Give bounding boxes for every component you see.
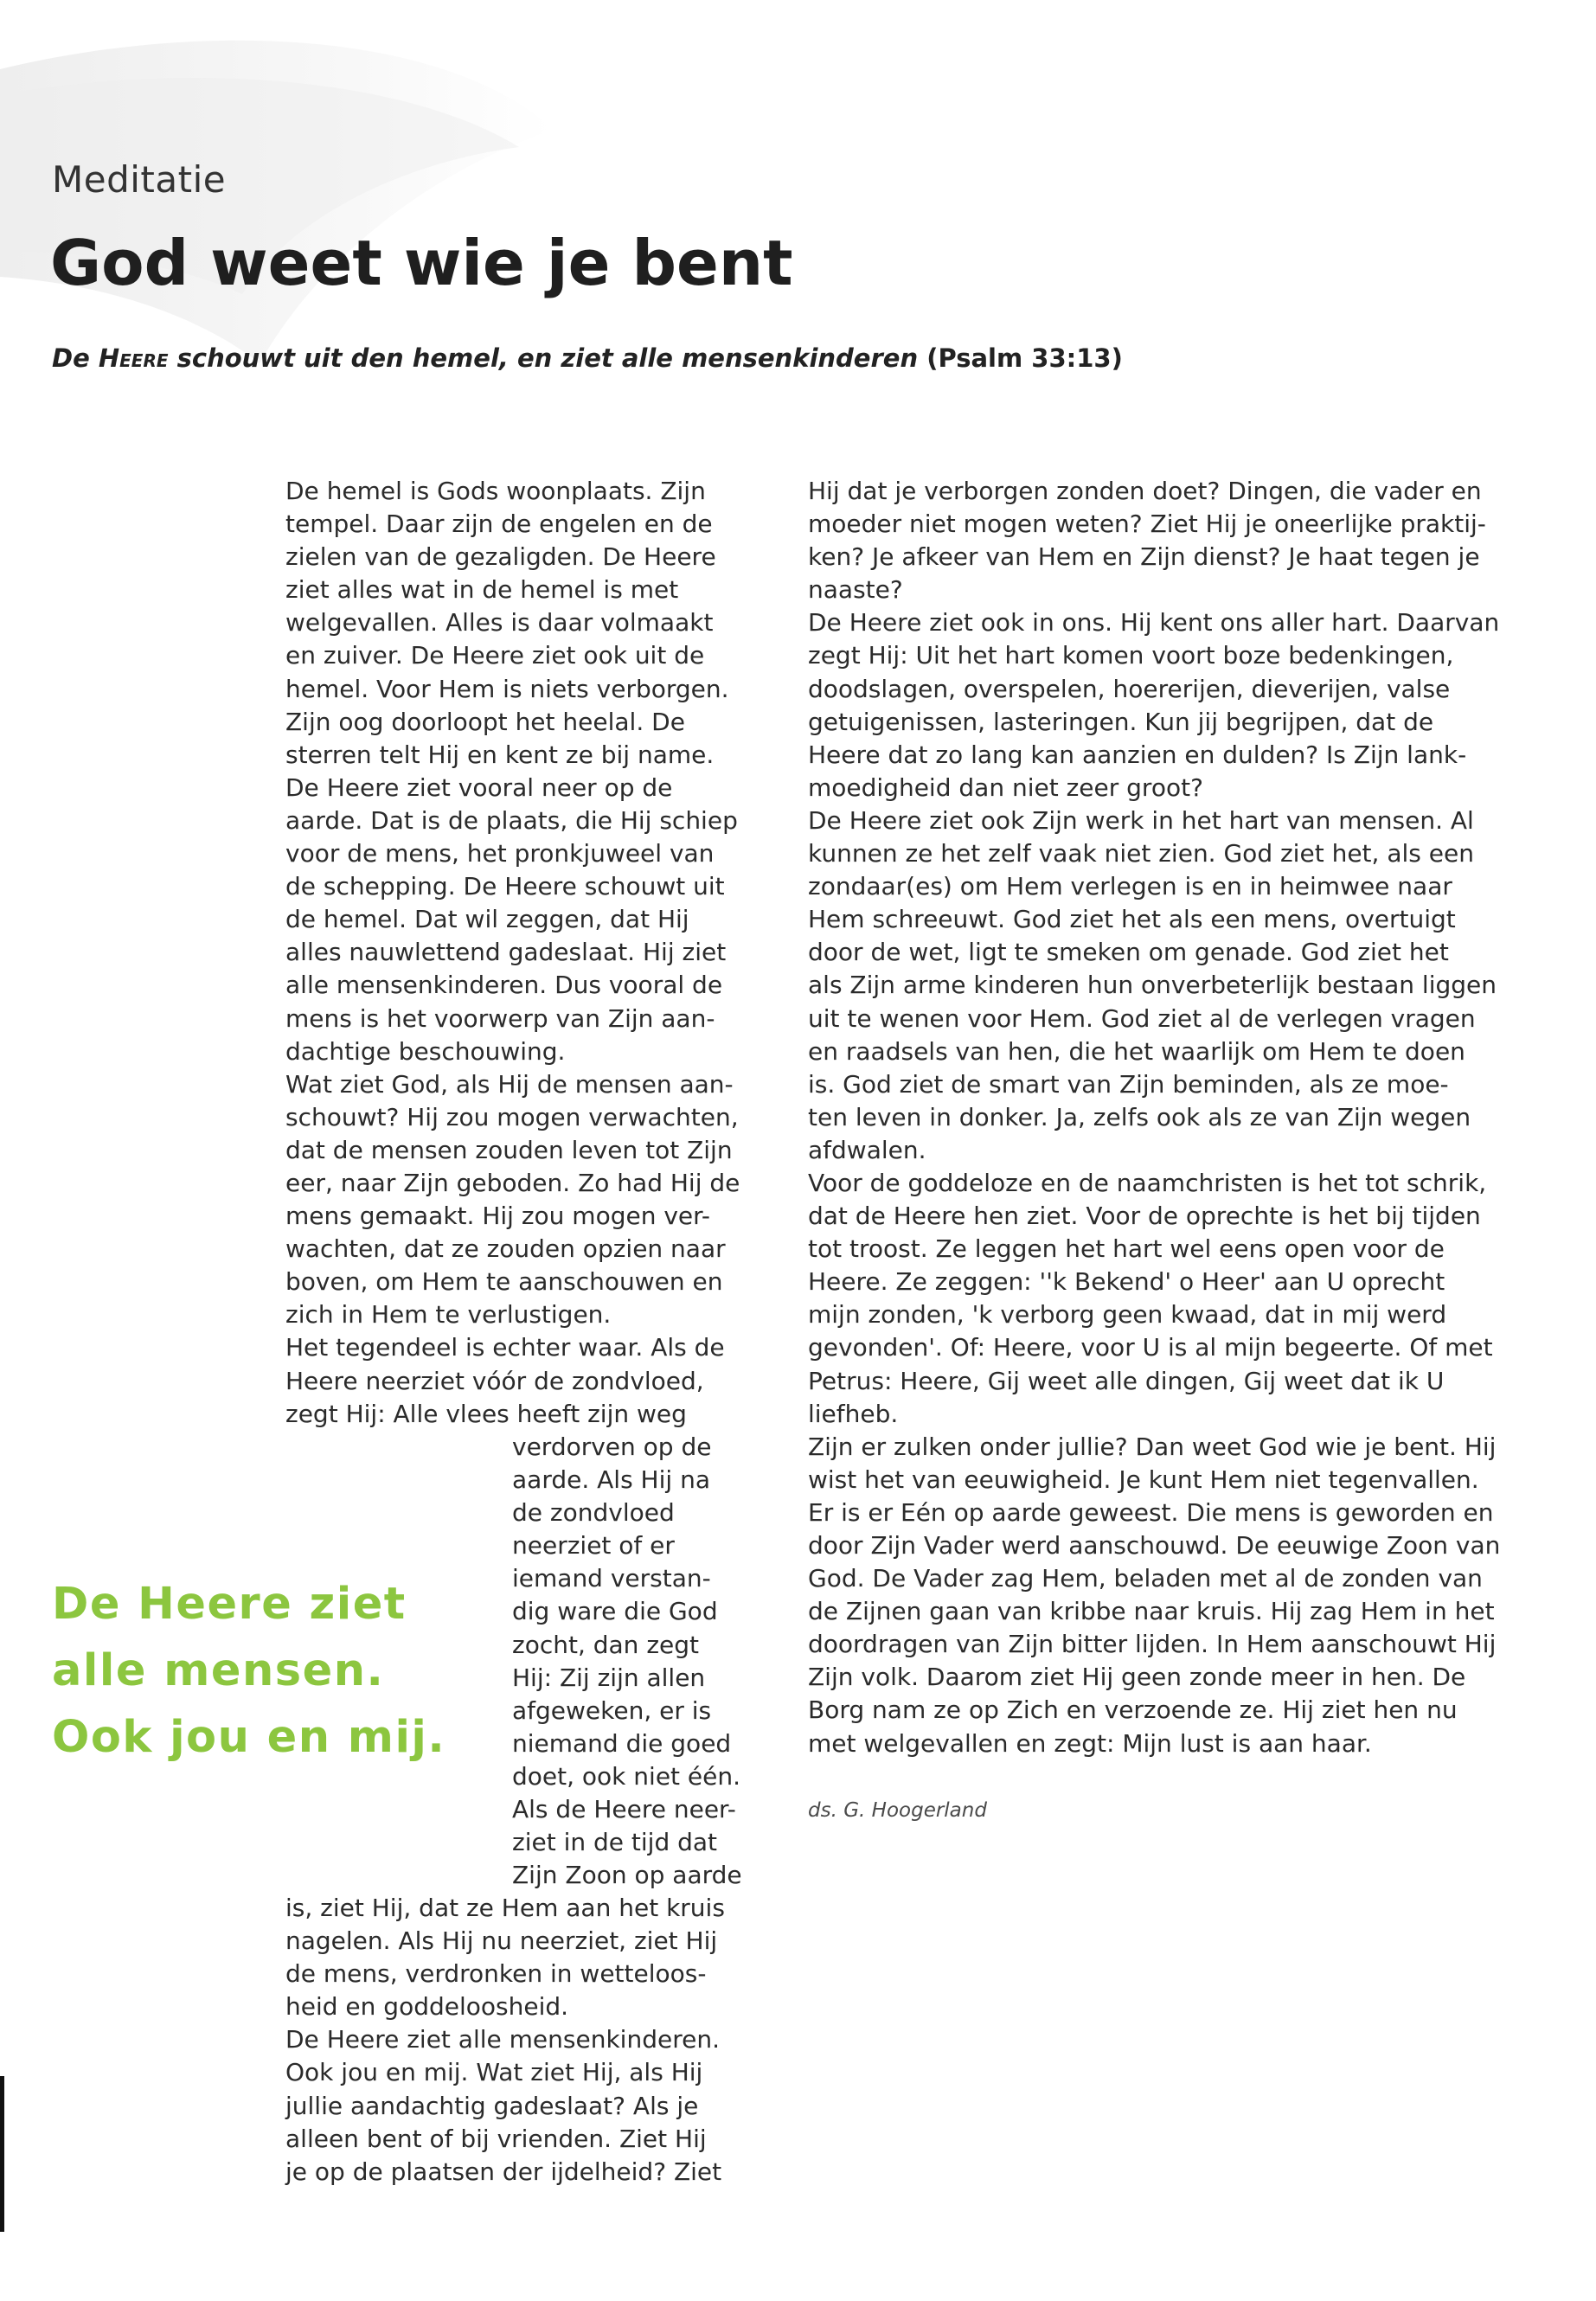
body-line: moeder niet mogen weten? Ziet Hij je oneerlijke praktij-: [808, 510, 1486, 539]
body-line: hemel. Voor Hem is niets verborgen.: [285, 674, 729, 703]
body-line: Zijn volk. Daarom ziet Hij geen zonde meer in hen. De: [808, 1663, 1466, 1692]
body-line: jullie aandachtig gadeslaat? Als je: [285, 2091, 699, 2120]
body-line: dachtige beschouwing.: [285, 1036, 566, 1066]
body-line: De Heere ziet ook in ons. Hij kent ons aller hart. Daarvan: [808, 608, 1500, 638]
scripture-text-part3: schouwt uit den hemel, en ziet alle mensenkinderen: [168, 343, 919, 373]
body-line: zielen van de gezaligden. De Heere: [285, 542, 716, 572]
scripture-quote: [52, 343, 1123, 373]
body-line: zich in Hem te verlustigen.: [285, 1300, 612, 1330]
body-line: Zijn er zulken onder jullie? Dan weet God wie je bent. Hij: [808, 1432, 1497, 1461]
body-line: zegt Hij: Uit het hart komen voort boze bedenkingen,: [808, 641, 1454, 670]
scripture-text-heere: Heere: [98, 343, 169, 373]
body-line: en raadsels van hen, die het waarlijk om Hem te doen: [808, 1036, 1465, 1066]
body-line: Ook jou en mij. Wat ziet Hij, als Hij: [285, 2058, 703, 2087]
body-line: kunnen ze het zelf vaak niet zien. God ziet het, als een: [808, 839, 1474, 868]
body-column-left-top: [285, 475, 740, 1431]
body-line: doodslagen, overspelen, hoererijen, dieverijen, valse: [808, 674, 1451, 703]
body-line: de zondvloed: [512, 1498, 675, 1528]
body-line: de hemel. Dat wil zeggen, dat Hij: [285, 905, 689, 934]
body-column-left-narrow: [512, 1431, 742, 1892]
body-line: de Zijnen gaan van kribbe naar kruis. Hij zag Hem in het: [808, 1597, 1495, 1626]
body-line: De hemel is Gods woonplaats. Zijn: [285, 477, 706, 505]
body-line: Wat ziet God, als Hij de mensen aan-: [285, 1069, 734, 1099]
body-line: Zijn Zoon op aarde: [512, 1861, 742, 1890]
pull-quote-line: De Heere ziet: [52, 1579, 407, 1630]
body-line: welgevallen. Alles is daar volmaakt: [285, 608, 714, 638]
section-label: Meditatie: [52, 158, 227, 201]
body-line: moedigheid dan niet zeer groot?: [808, 772, 1203, 802]
body-line: als Zijn arme kinderen hun onverbeterlijk bestaan liggen: [808, 971, 1497, 1000]
body-line: dig ware die God: [512, 1597, 718, 1626]
body-line: wist het van eeuwigheid. Je kunt Hem niet tegenvallen.: [808, 1465, 1479, 1494]
body-line: aarde. Dat is de plaats, die Hij schiep: [285, 805, 738, 835]
body-line: Zijn oog doorloopt het heelal. De: [285, 707, 685, 736]
body-line: en zuiver. De Heere ziet ook uit de: [285, 641, 705, 670]
body-line: wachten, dat ze zouden opzien naar: [285, 1234, 726, 1264]
body-line: sterren telt Hij en kent ze bij name.: [285, 740, 715, 769]
body-line: Petrus: Heere, Gij weet alle dingen, Gij weet dat ik U: [808, 1366, 1445, 1395]
body-line: getuigenissen, lasteringen. Kun jij begrijpen, dat de: [808, 707, 1434, 736]
body-line: De Heere ziet alle mensenkinderen.: [285, 2025, 720, 2054]
body-line: Er is er Eén op aarde geweest. Die mens is geworden en: [808, 1497, 1494, 1527]
body-line: Heere dat zo lang kan aanzien en dulden? Is Zijn lank-: [808, 740, 1467, 769]
body-line: afgeweken, er is: [512, 1695, 712, 1725]
body-line: zocht, dan zegt: [512, 1630, 700, 1659]
body-line: iemand verstan-: [512, 1564, 711, 1593]
body-line: Hij: Zij zijn allen: [512, 1663, 706, 1692]
body-line: Hem schreeuwt. God ziet het als een mens, overtuigt: [808, 905, 1456, 934]
body-line: de schepping. De Heere schouwt uit: [285, 872, 725, 901]
body-line: Het tegendeel is echter waar. Als de: [285, 1333, 725, 1362]
scripture-text-part1: De: [52, 343, 99, 373]
body-line: ten leven in donker. Ja, zelfs ook als ze van Zijn wegen: [808, 1102, 1471, 1131]
body-line: nagelen. Als Hij nu neerziet, ziet Hij: [285, 1926, 718, 1956]
body-line: mijn zonden, 'k verborg geen kwaad, dat in mij werd: [808, 1300, 1447, 1330]
body-line: neerziet of er: [512, 1531, 675, 1561]
body-line: schouwt? Hij zou mogen verwachten,: [285, 1102, 739, 1131]
body-line: boven, om Hem te aanschouwen en: [285, 1267, 723, 1297]
body-line: Als de Heere neer-: [512, 1795, 736, 1824]
body-line: afdwalen.: [808, 1135, 926, 1164]
body-line: liefheb.: [808, 1399, 899, 1428]
body-line: doet, ook niet één.: [512, 1761, 741, 1791]
body-line: met welgevallen en zegt: Mijn lust is aan haar.: [808, 1728, 1372, 1758]
body-line: door de wet, ligt te smeken om genade. God ziet het: [808, 938, 1449, 967]
body-line: niemand die goed: [512, 1728, 732, 1758]
body-line: is. God ziet de smart van Zijn beminden, als ze moe-: [808, 1069, 1449, 1099]
body-line: God. De Vader zag Hem, beladen met al de zonden van: [808, 1564, 1483, 1593]
body-line: mens is het voorwerp van Zijn aan-: [285, 1003, 715, 1033]
body-line: Heere neerziet vóór de zondvloed,: [285, 1366, 704, 1395]
body-line: ken? Je afkeer van Hem en Zijn dienst? Je haat tegen je: [808, 542, 1480, 572]
body-line: aarde. Als Hij na: [512, 1465, 710, 1495]
body-line: Voor de goddeloze en de naamchristen is het tot schrik,: [808, 1168, 1487, 1197]
pull-quote-line: alle mensen.: [52, 1645, 385, 1696]
scripture-reference: (Psalm 33:13): [918, 343, 1123, 373]
body-line: ziet in de tijd dat: [512, 1828, 718, 1857]
pull-quote: [52, 1571, 445, 1771]
body-line: alle mensenkinderen. Dus vooral de: [285, 971, 723, 1000]
body-column-right: [808, 475, 1500, 1760]
body-line: Borg nam ze op Zich en verzoende ze. Hij ziet hen nu: [808, 1695, 1458, 1725]
body-line: zegt Hij: Alle vlees heeft zijn weg: [285, 1399, 687, 1428]
body-line: uit te wenen voor Hem. God ziet al de verlegen vragen: [808, 1003, 1476, 1033]
page-edge-rule: [0, 2076, 4, 2232]
body-line: De Heere ziet ook Zijn werk in het hart van mensen. Al: [808, 805, 1474, 835]
body-line: mens gemaakt. Hij zou mogen ver-: [285, 1202, 710, 1231]
body-line: je op de plaatsen der ijdelheid? Ziet: [285, 2157, 722, 2186]
body-line: dat de mensen zouden leven tot Zijn: [285, 1135, 733, 1164]
body-line: tot troost. Ze leggen het hart wel eens open voor de: [808, 1234, 1445, 1264]
body-line: dat de Heere hen ziet. Voor de oprechte is het bij tijden: [808, 1202, 1481, 1231]
body-line: Heere. Ze zeggen: ''k Bekend' o Heer' aan U oprecht: [808, 1267, 1445, 1297]
pull-quote-line: Ook jou en mij.: [52, 1712, 446, 1763]
body-line: tempel. Daar zijn de engelen en de: [285, 510, 713, 539]
body-line: ziet alles wat in de hemel is met: [285, 575, 679, 605]
author-signature: ds. G. Hoogerland: [808, 1799, 987, 1822]
body-line: De Heere ziet vooral neer op de: [285, 772, 673, 802]
body-line: heid en goddeloosheid.: [285, 1992, 569, 2022]
body-line: de mens, verdronken in wetteloos-: [285, 1959, 707, 1989]
body-line: doordragen van Zijn bitter lijden. In Hem aanschouwt Hij: [808, 1630, 1497, 1659]
body-line: is, ziet Hij, dat ze Hem aan het kruis: [285, 1894, 725, 1922]
body-line: gevonden'. Of: Heere, voor U is al mijn begeerte. Of met: [808, 1333, 1493, 1362]
page-title: God weet wie je bent: [50, 227, 793, 299]
body-line: alles nauwlettend gadeslaat. Hij ziet: [285, 938, 727, 967]
body-line: alleen bent of bij vrienden. Ziet Hij: [285, 2124, 707, 2153]
body-line: Hij dat je verborgen zonden doet? Dingen, die vader en: [808, 477, 1482, 505]
body-line: door Zijn Vader werd aanschouwd. De eeuwige Zoon van: [808, 1531, 1501, 1560]
body-line: naaste?: [808, 575, 903, 605]
body-line: eer, naar Zijn geboden. Zo had Hij de: [285, 1168, 740, 1197]
body-column-left-bottom: [285, 1892, 725, 2189]
body-line: verdorven op de: [512, 1433, 712, 1461]
body-line: zondaar(es) om Hem verlegen is en in heimwee naar: [808, 872, 1452, 901]
body-line: voor de mens, het pronkjuweel van: [285, 839, 715, 868]
